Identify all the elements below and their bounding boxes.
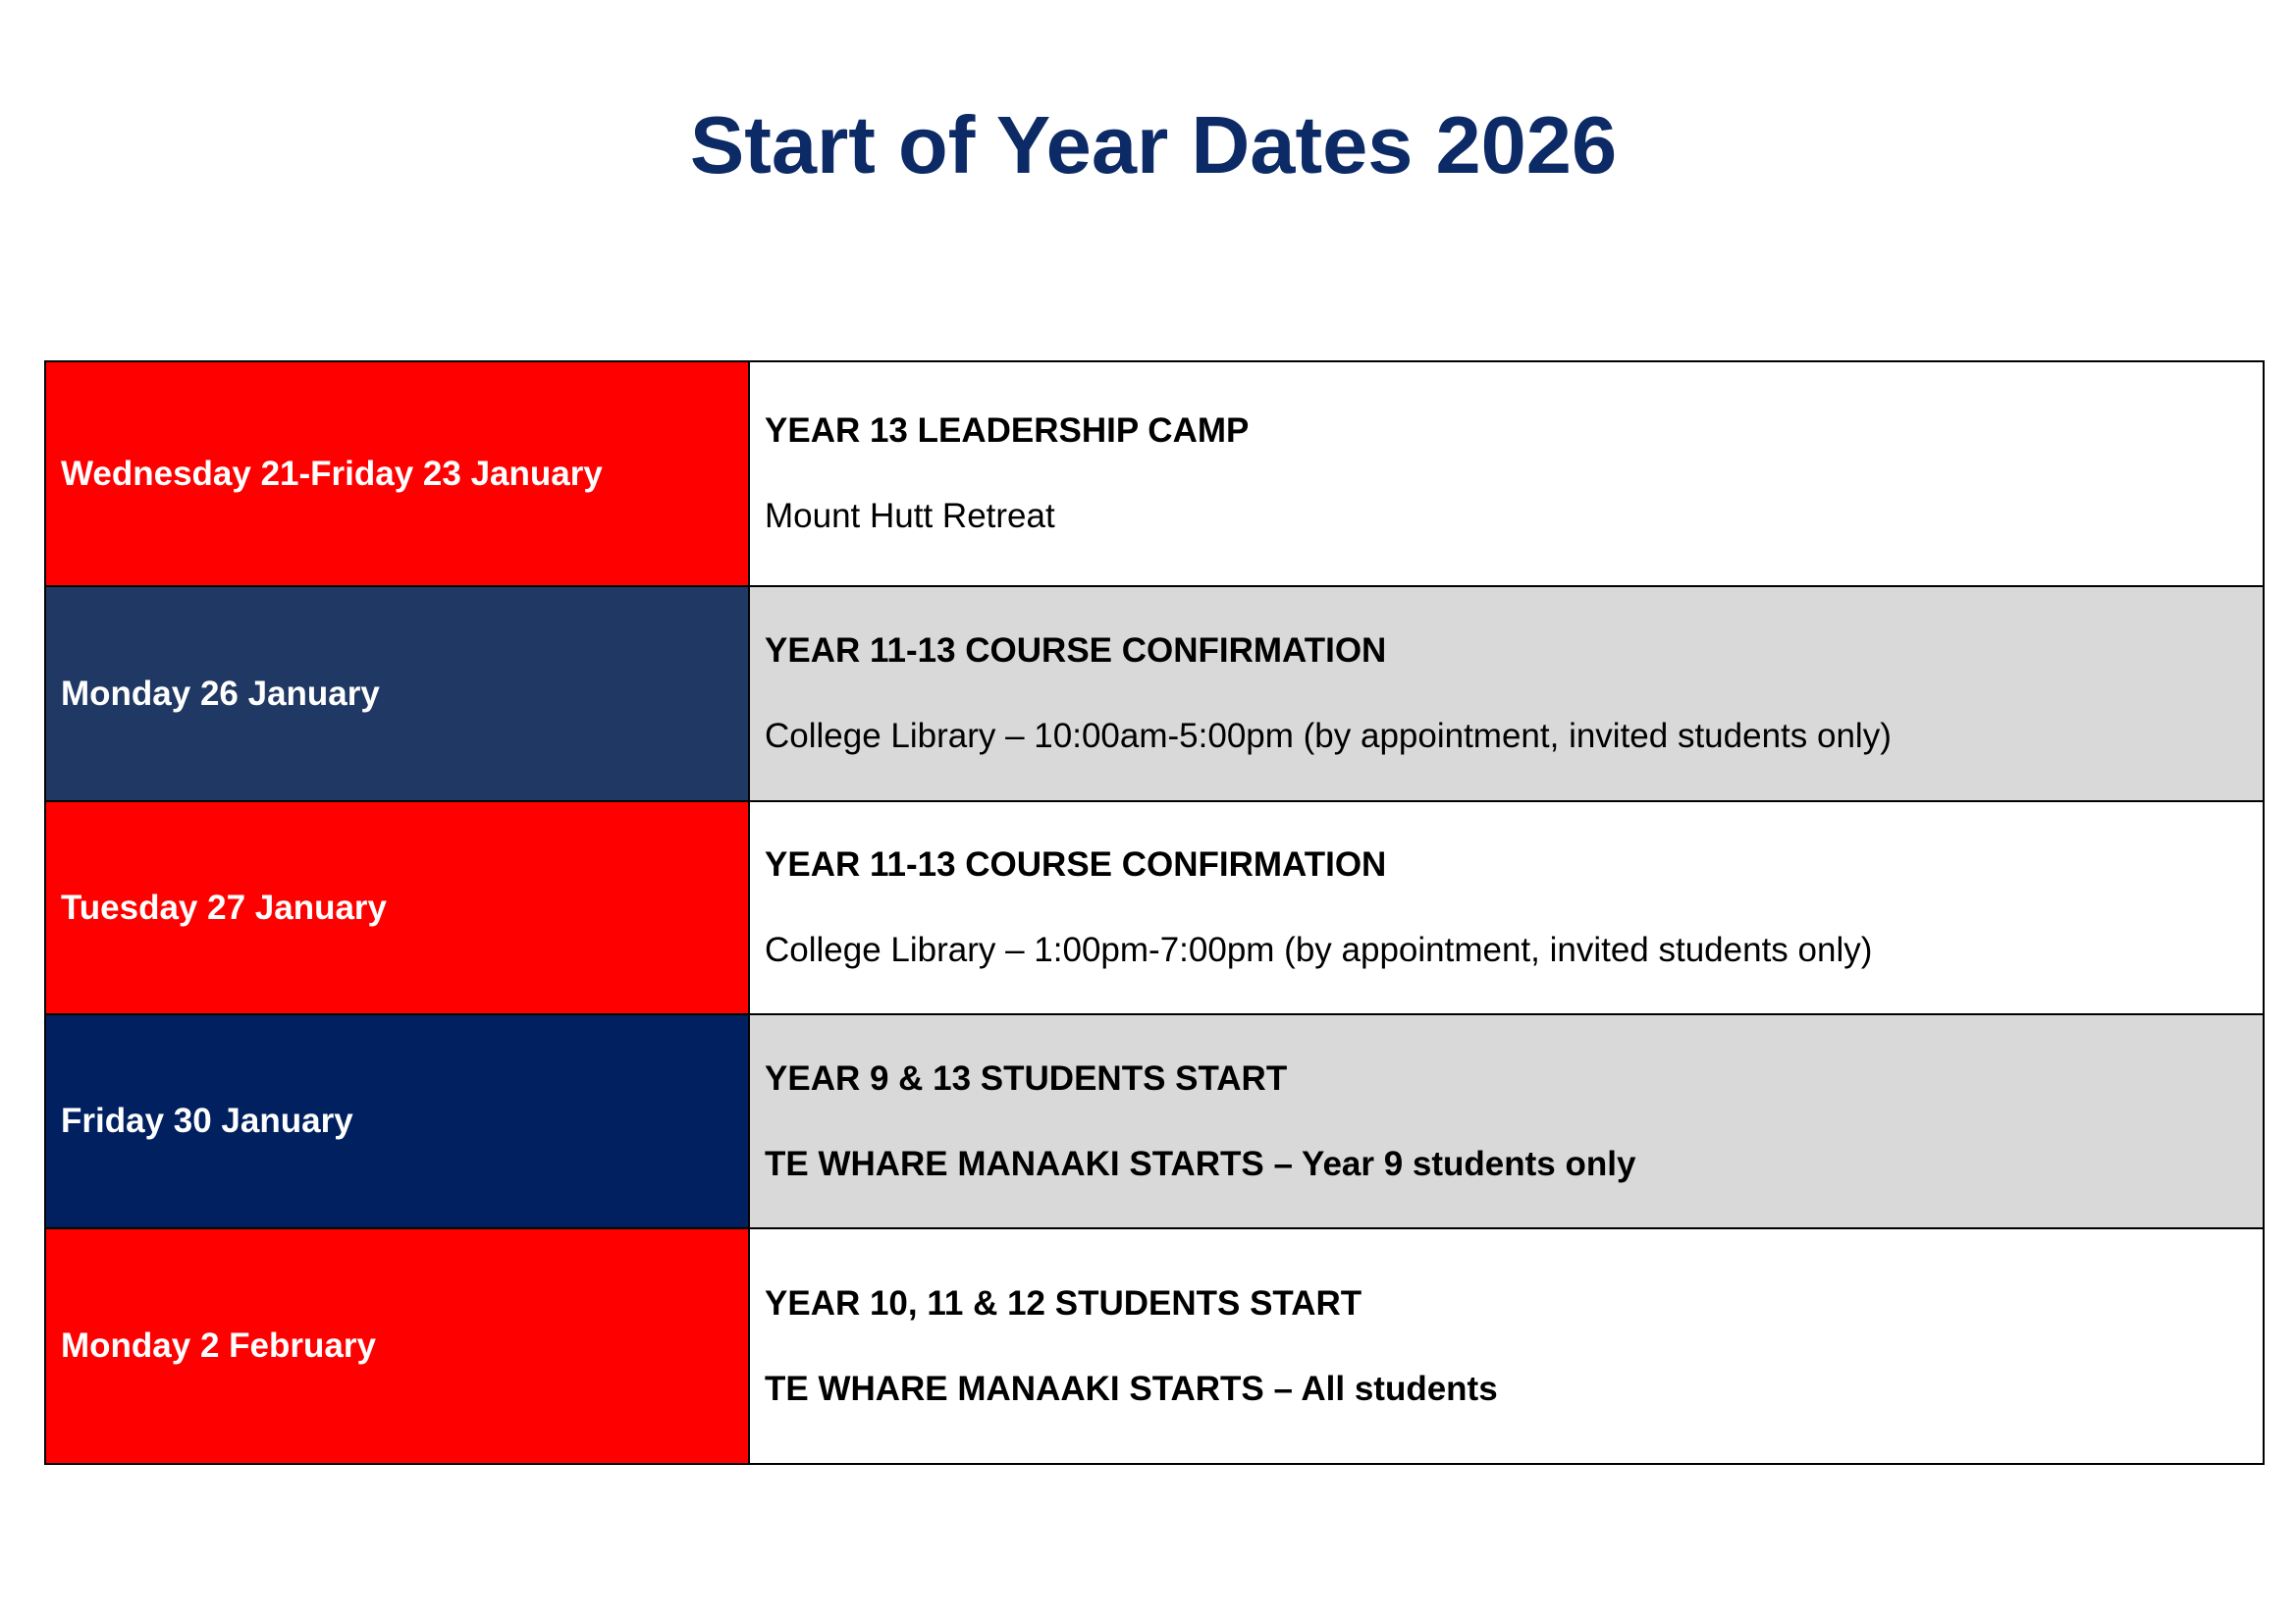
date-cell: Wednesday 21-Friday 23 January: [45, 361, 749, 586]
event-heading: YEAR 13 LEADERSHIP CAMP: [765, 411, 1250, 450]
event-heading: YEAR 9 & 13 STUDENTS START: [765, 1058, 1288, 1098]
date-cell: Monday 26 January: [45, 586, 749, 801]
event-detail: TE WHARE MANAAKI STARTS – All students: [765, 1369, 1498, 1408]
table-row: [45, 1014, 2264, 1228]
dates-table: [44, 360, 2265, 1465]
event-cell: [749, 361, 2264, 586]
page-title: Start of Year Dates 2026: [689, 99, 1618, 190]
event-detail: TE WHARE MANAAKI STARTS – Year 9 students only: [765, 1144, 1636, 1183]
date-cell: Friday 30 January: [45, 1014, 749, 1228]
event-heading: YEAR 10, 11 & 12 STUDENTS START: [765, 1283, 1362, 1323]
event-detail: College Library – 1:00pm-7:00pm (by appointment, invited students only): [765, 931, 1873, 969]
event-detail: College Library – 10:00am-5:00pm (by appointment, invited students only): [765, 717, 1892, 755]
date-cell: Monday 2 February: [45, 1228, 749, 1464]
table-row: [45, 801, 2264, 1014]
date-cell: Tuesday 27 January: [45, 801, 749, 1014]
table-row: [45, 586, 2264, 801]
event-cell: [749, 586, 2264, 801]
table-row: [45, 361, 2264, 586]
event-heading: YEAR 11-13 COURSE CONFIRMATION: [765, 631, 1387, 670]
table-row: [45, 1228, 2264, 1464]
event-cell: [749, 801, 2264, 1014]
event-cell: [749, 1228, 2264, 1464]
event-detail: Mount Hutt Retreat: [765, 497, 1055, 535]
event-heading: YEAR 11-13 COURSE CONFIRMATION: [765, 845, 1387, 884]
event-cell: [749, 1014, 2264, 1228]
